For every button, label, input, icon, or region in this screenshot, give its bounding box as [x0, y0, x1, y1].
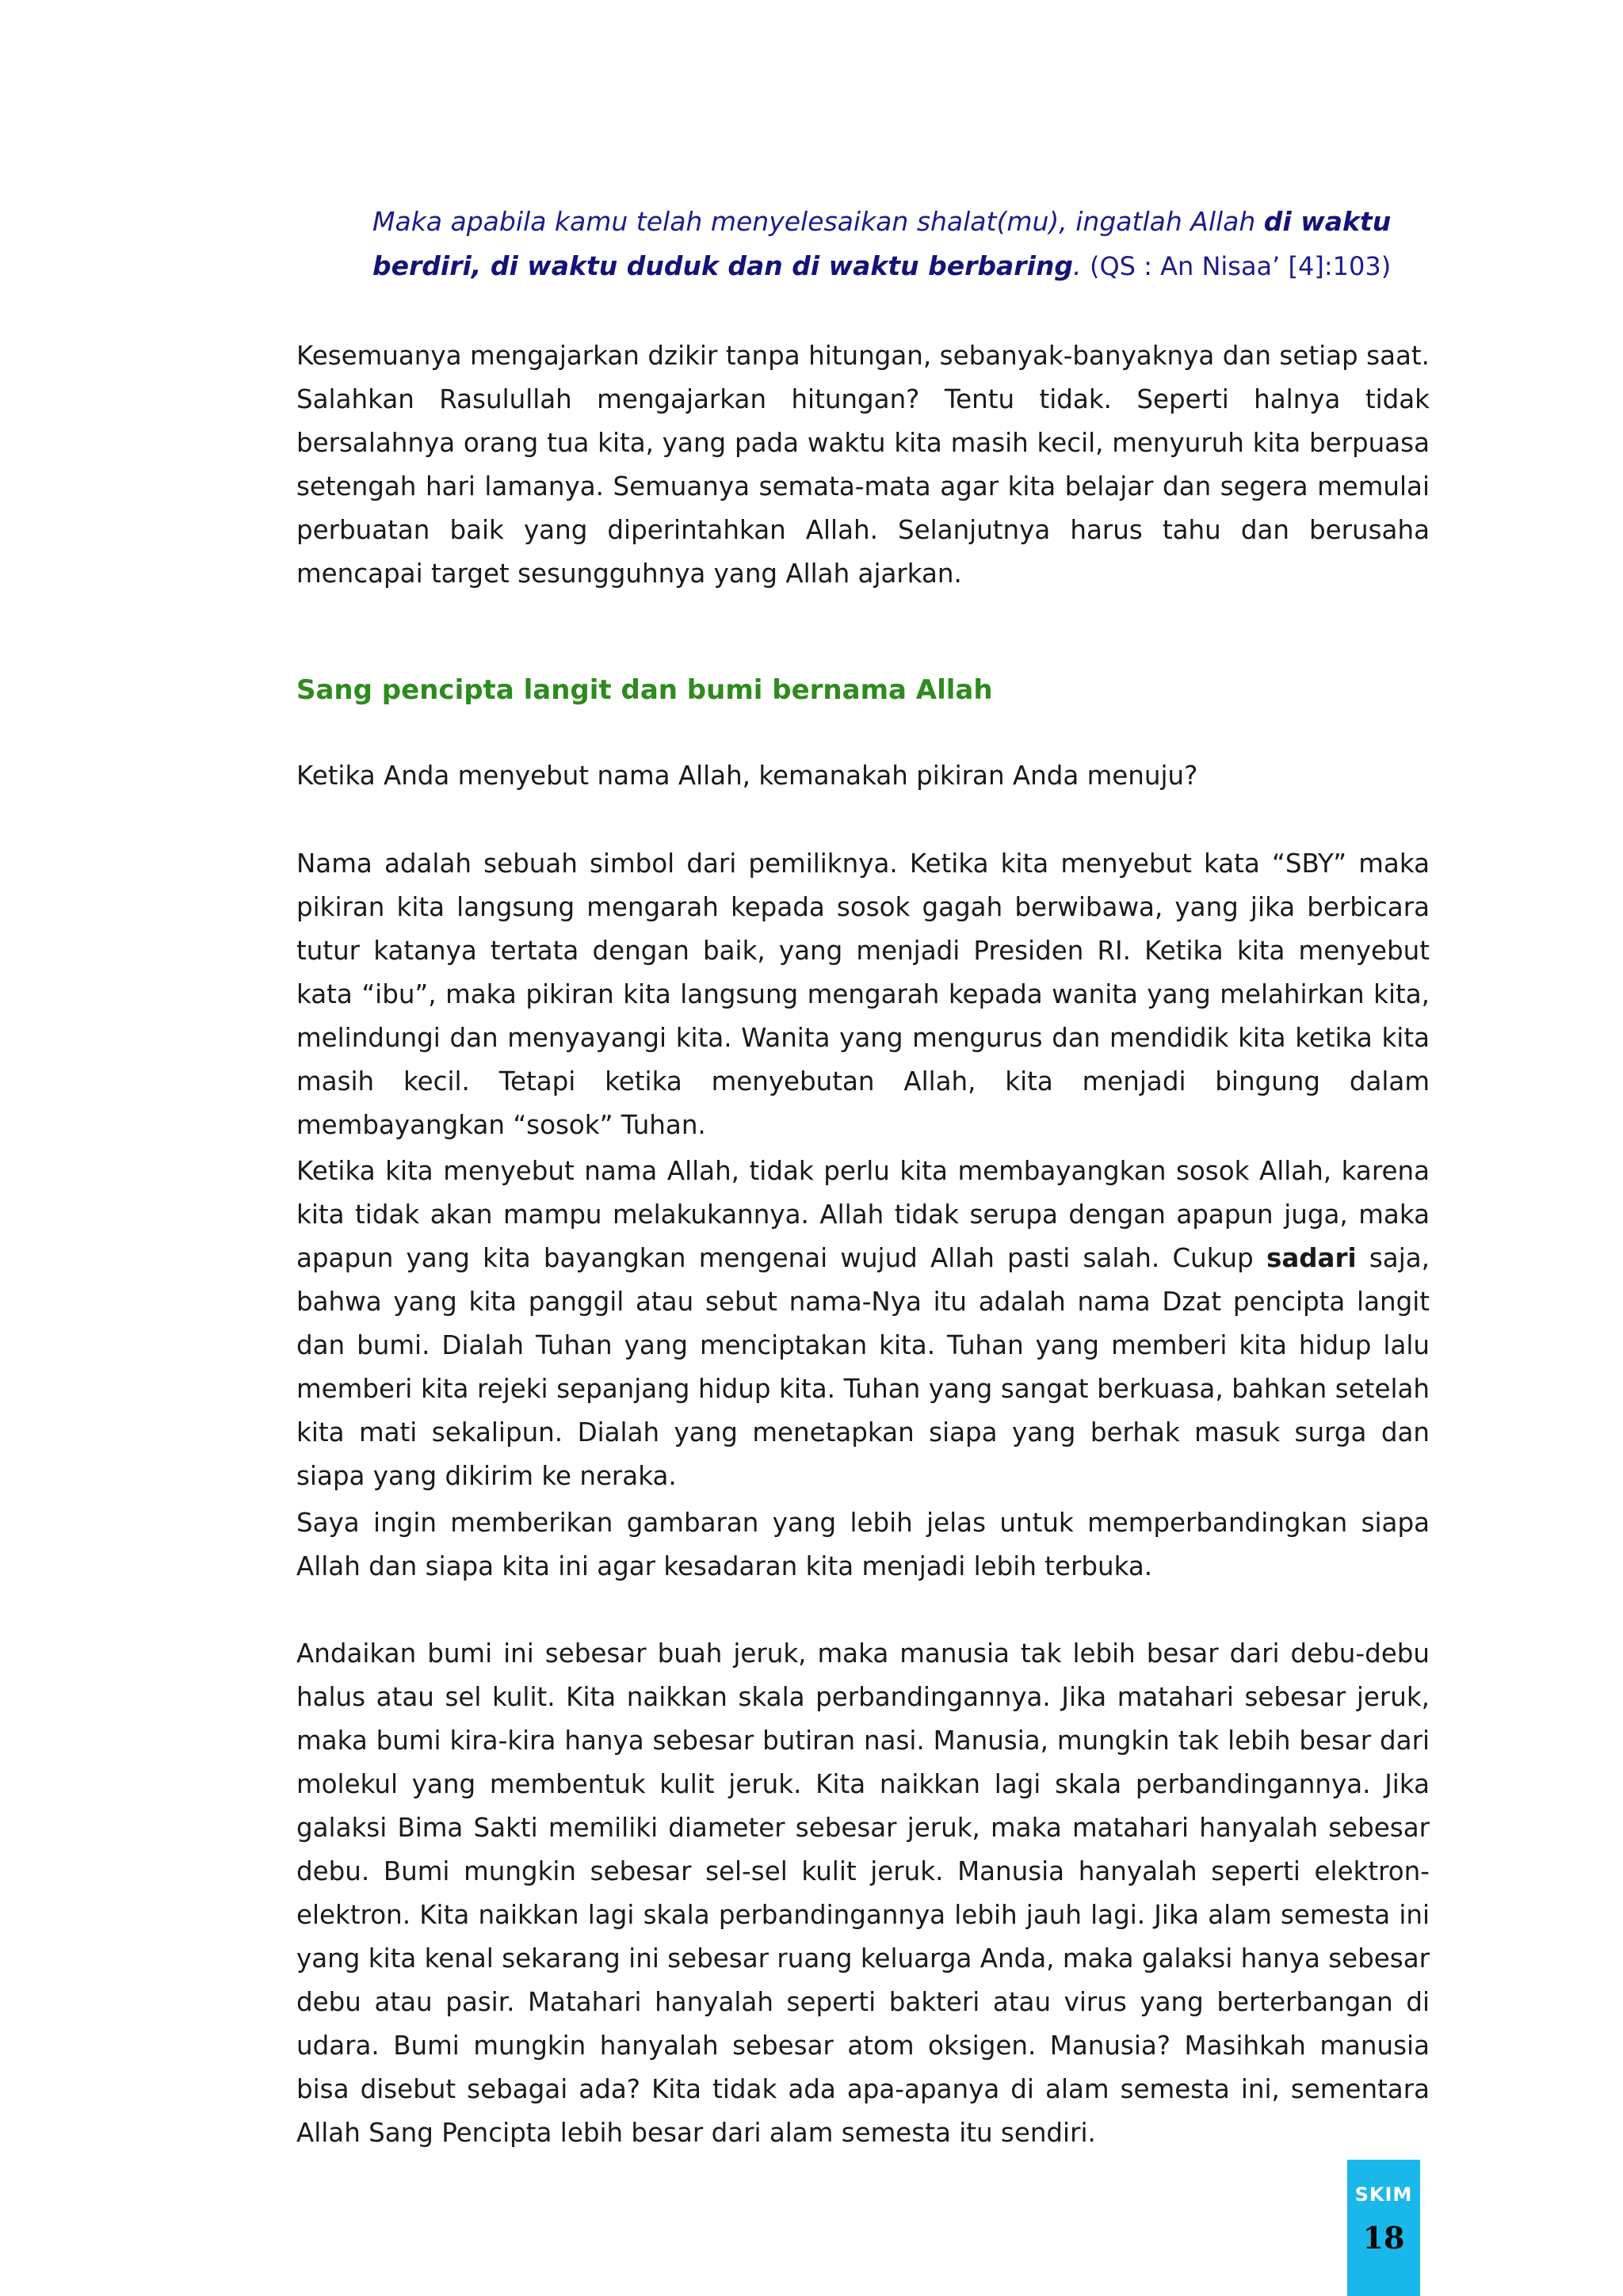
paragraph-5: Andaikan bumi ini sebesar buah jeruk, maka manusia tak lebih besar dari debu-debu halus atau sel kulit. Kita naikkan skala perbandingannya. Jika matahari sebesar jeruk, maka bumi kira-kira hanya sebesar butiran nasi. Manusia, mungkin tak lebih besar dari molekul yang membentuk kulit jeruk. Kita naikkan lagi skala perbandingannya. Jika galaksi Bima Sakti memiliki diameter sebesar jeruk, maka matahari hanyalah sebesar debu. Bumi mungkin sebesar sel-sel kulit jeruk. Manusia hanyalah seperti elektron-elektron. Kita naikkan lagi skala perbandingannya lebih jauh lagi. Jika alam semesta ini yang kita kenal sekarang ini sebesar ruang keluarga Anda, maka galaksi hanya sebesar debu atau pasir. Matahari hanyalah seperti bakteri atau virus yang berterbangan di udara. Bumi mungkin hanyalah sebesar atom oksigen. Manusia? Masihkah manusia bisa disebut sebagai ada? Kita tidak ada apa-apanya di alam semesta ini, sementara Allah Sang Pencipta lebih besar dari alam semesta itu sendiri. [296, 1638, 1430, 2148]
quote-text-bold: di waktu berdiri, di waktu duduk dan di waktu berbaring [372, 206, 1392, 281]
paragraph-3-before: Ketika kita menyebut nama Allah, tidak perlu kita membayangkan sosok Allah, karena kita tidak akan mampu melakukannya. Allah tidak serupa dengan apapun juga, maka apapun yang kita bayangkan mengenai wujud Allah pasti salah. Cukup [296, 1156, 1430, 1273]
paragraph-3-bold: sadari [1266, 1243, 1357, 1273]
quran-quote [372, 200, 1434, 288]
page-number: 18 [1362, 2220, 1405, 2256]
question-line: Ketika Anda menyebut nama Allah, kemanakah pikiran Anda menuju? [296, 761, 1198, 791]
section-heading: Sang pencipta langit dan bumi bernama Allah [296, 674, 993, 706]
paragraph-3 [296, 1150, 1430, 1498]
quote-reference: (QS : An Nisaa’ [4]:103) [1089, 251, 1392, 281]
page-badge [1347, 2160, 1420, 2296]
paragraph-2: Nama adalah sebuah simbol dari pemiliknya. Ketika kita menyebut kata “SBY” maka pikiran kita langsung mengarah kepada sosok gagah berwibawa, yang jika berbicara tutur katanya tertata dengan baik, yang menjadi Presiden RI. Ketika kita menyebut kata “ibu”, maka pikiran kita langsung mengarah kepada wanita yang melahirkan kita, melindungi dan menyayangi kita. Wanita yang mengurus dan mendidik kita ketika kita masih kecil. Tetapi ketika menyebutan Allah, kita menjadi bingung dalam membayangkan “sosok” Tuhan. [296, 849, 1430, 1140]
paragraph-3-after: saja, bahwa yang kita panggil atau sebut nama-Nya itu adalah nama Dzat pencipta langit dan bumi. Dialah Tuhan yang menciptakan kita. Tuhan yang memberi kita hidup lalu memberi kita rejeki sepanjang hidup kita. Tuhan yang sangat berkuasa, bahkan setelah kita mati sekalipun. Dialah yang menetapkan siapa yang berhak masuk surga dan siapa yang dikirim ke neraka. [296, 1243, 1430, 1491]
paragraph-1: Kesemuanya mengajarkan dzikir tanpa hitungan, sebanyak-banyaknya dan setiap saat. Salahkan Rasulullah mengajarkan hitungan? Tentu tidak. Seperti halnya tidak bersalahnya orang tua kita, yang pada waktu kita masih kecil, menyuruh kita berpuasa setengah hari lamanya. Semuanya semata-mata agar kita belajar dan segera memulai perbuatan baik yang diperintahkan Allah. Selanjutnya harus tahu dan berusaha mencapai target sesungguhnya yang Allah ajarkan. [296, 341, 1430, 589]
quote-text-part1: Maka apabila kamu telah menyelesaikan shalat(mu), ingatlah Allah [372, 206, 1264, 237]
paragraph-4: Saya ingin memberikan gambaran yang lebih jelas untuk memperbandingkan siapa Allah dan siapa kita ini agar kesadaran kita menjadi lebih terbuka. [296, 1508, 1430, 1581]
badge-label: SKIM [1354, 2183, 1413, 2206]
quote-text-part2: . [1073, 250, 1090, 281]
